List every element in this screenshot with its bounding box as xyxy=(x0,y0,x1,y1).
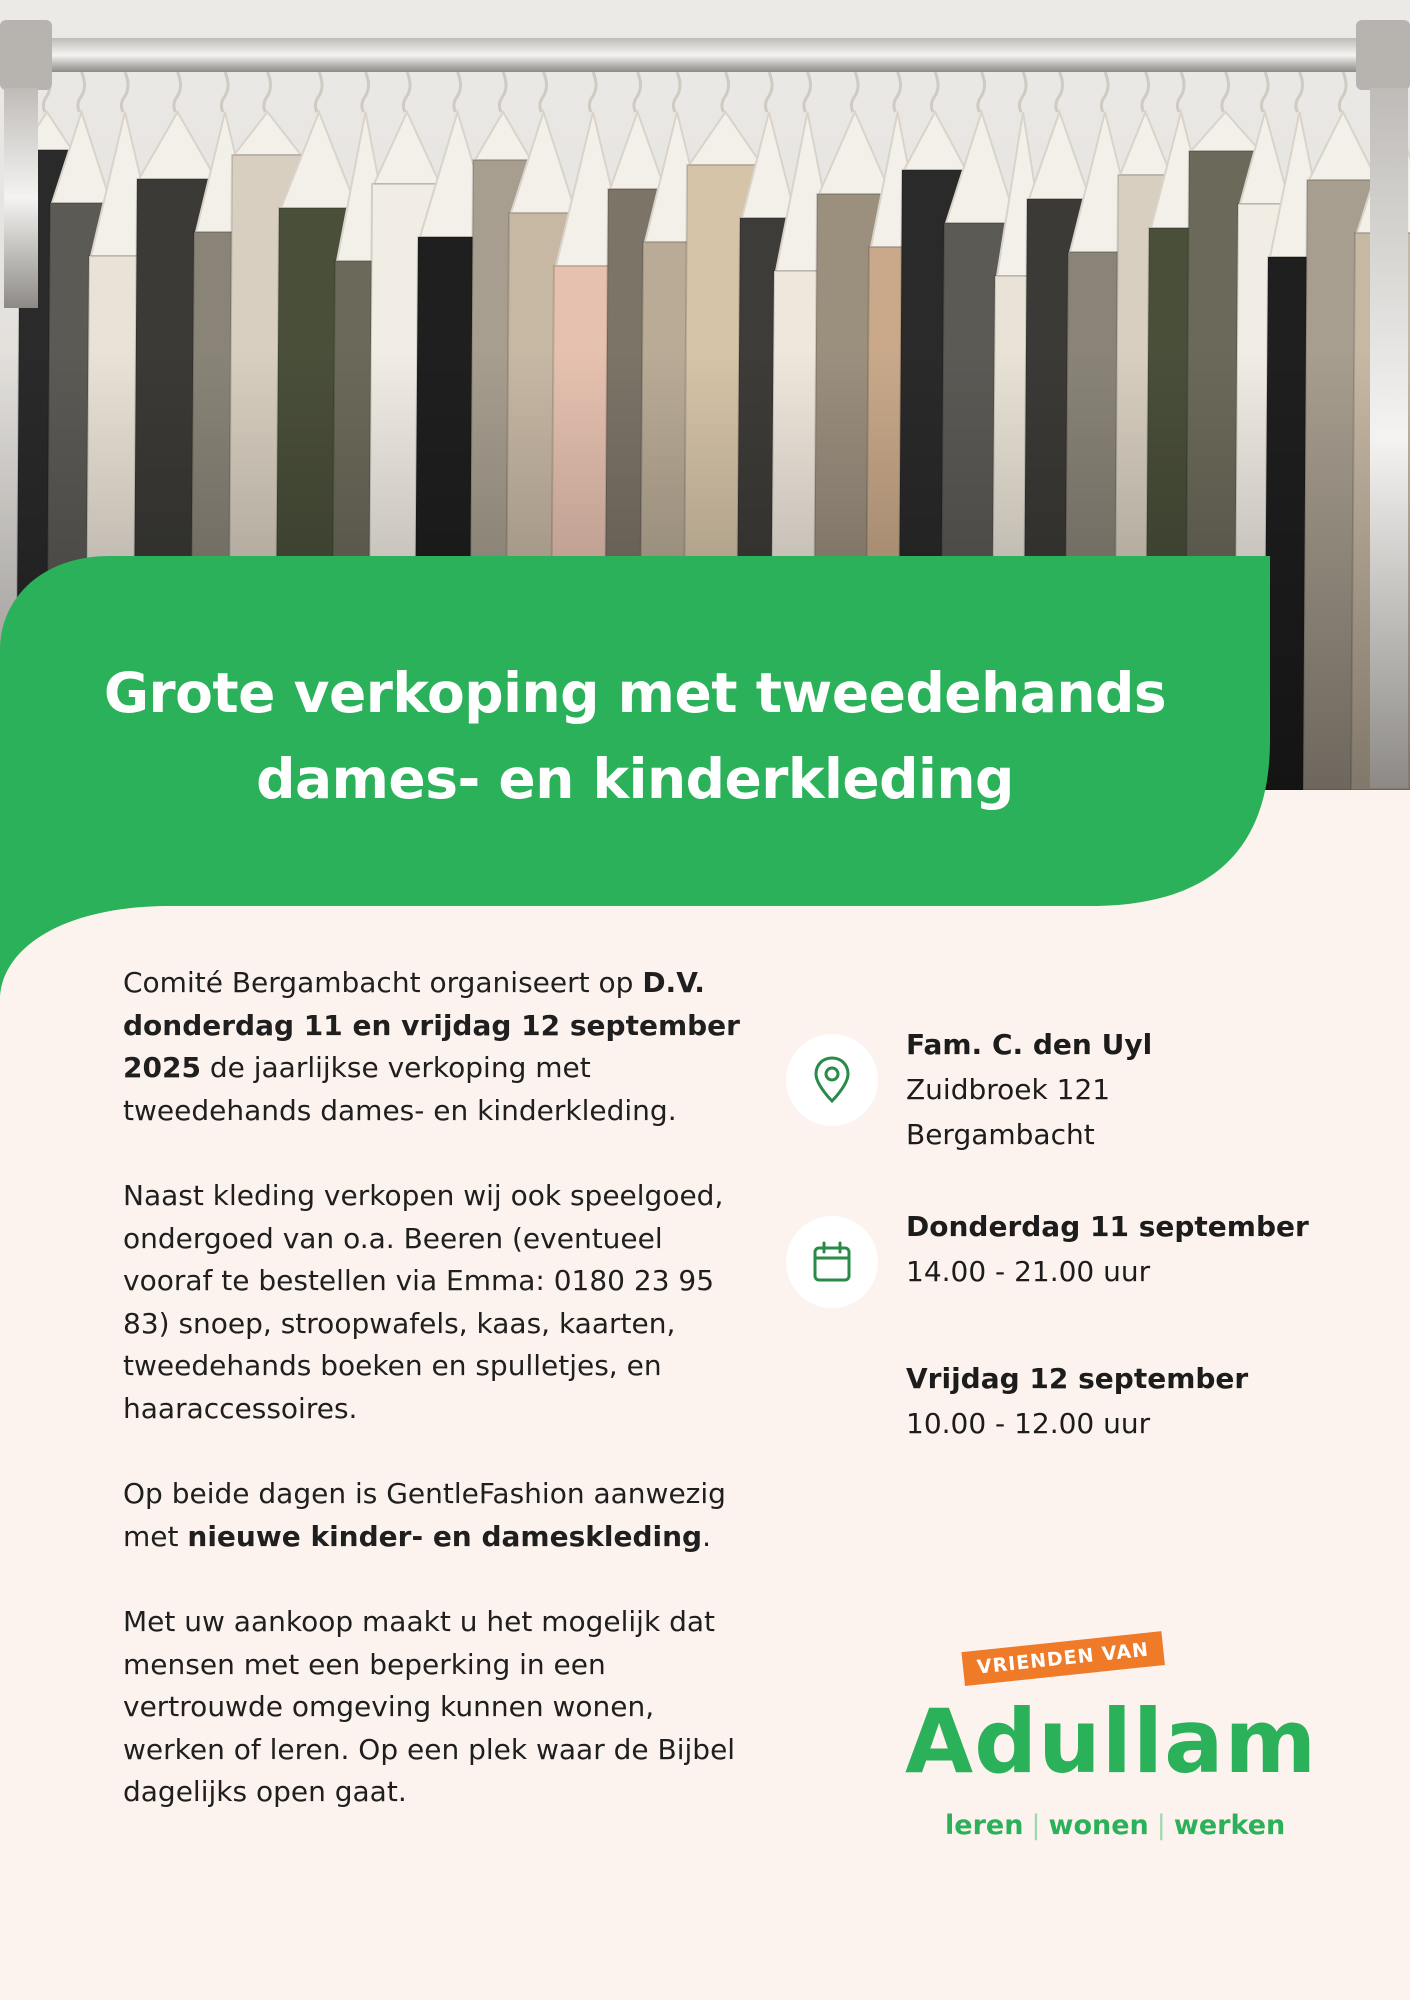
gentlefashion-text-end: . xyxy=(702,1519,711,1553)
day2-block xyxy=(786,1356,1346,1456)
logo-tag-leren: leren xyxy=(945,1810,1024,1841)
day1-text xyxy=(906,1204,1309,1294)
logo-tag-separator: | xyxy=(1031,1810,1041,1841)
calendar-icon-circle xyxy=(786,1216,878,1308)
location-block xyxy=(786,1022,1346,1152)
day2-text xyxy=(906,1356,1248,1446)
day2-time: 10.00 - 12.00 uur xyxy=(906,1407,1151,1440)
items-paragraph: Naast kleding verkopen wij ook speelgoed, ondergoed van o.a. Beeren (eventueel vooraf te bestellen via Emma: 0180 23 95 83) snoep, stroopwafels, kaas, kaarten, tweedehands boeken en spulletjes, en haaraccessoires. xyxy=(123,1179,724,1425)
location-text xyxy=(906,1022,1152,1157)
page-title xyxy=(40,650,1230,822)
mission-paragraph: Met uw aankoop maakt u het mogelijk dat mensen met een beperking in een vertrouwde omgeving kunnen wonen, werken of leren. Op een plek waar de Bijbel dagelijks open gaat. xyxy=(123,1605,736,1808)
gentlefashion-highlight: nieuwe kinder- en dameskleding xyxy=(187,1519,703,1553)
location-name: Fam. C. den Uyl xyxy=(906,1028,1153,1061)
logo-tagline xyxy=(945,1810,1285,1841)
calendar-icon xyxy=(812,1241,852,1283)
location-city: Bergambacht xyxy=(906,1118,1095,1151)
description-column xyxy=(123,962,743,1857)
gentlefashion-paragraph xyxy=(123,1473,743,1558)
logo-name: Adullam xyxy=(905,1690,1318,1793)
day1-block xyxy=(786,1204,1346,1304)
logo-tag-wonen: wonen xyxy=(1048,1810,1149,1841)
intro-text-end: de jaarlijkse verkoping met tweedehands dames- en kinderkleding. xyxy=(123,1051,677,1127)
intro-dates: D.V. donderdag 11 en vrijdag 12 september 2025 xyxy=(123,966,740,1084)
location-icon-circle xyxy=(786,1034,878,1126)
logo-tag-separator: | xyxy=(1156,1810,1166,1841)
location-pin-icon xyxy=(812,1055,852,1105)
intro-text: Comité Bergambacht organiseert op xyxy=(123,966,643,999)
intro-paragraph xyxy=(123,962,743,1132)
day2-label: Vrijdag 12 september xyxy=(906,1362,1249,1395)
day1-label: Donderdag 11 september xyxy=(906,1210,1309,1243)
adullam-logo xyxy=(905,1638,1318,1860)
logo-badge: VRIENDEN VAN xyxy=(961,1631,1164,1686)
logo-tag-werken: werken xyxy=(1173,1810,1286,1841)
location-street: Zuidbroek 121 xyxy=(906,1073,1111,1106)
gentlefashion-text: Op beide dagen is GentleFashion aanwezig met xyxy=(123,1477,726,1553)
title-line-1: Grote verkoping met tweedehands xyxy=(103,661,1167,725)
day1-time: 14.00 - 21.00 uur xyxy=(906,1255,1151,1288)
title-line-2: dames- en kinderkleding xyxy=(256,747,1014,811)
info-column xyxy=(786,1022,1346,1508)
